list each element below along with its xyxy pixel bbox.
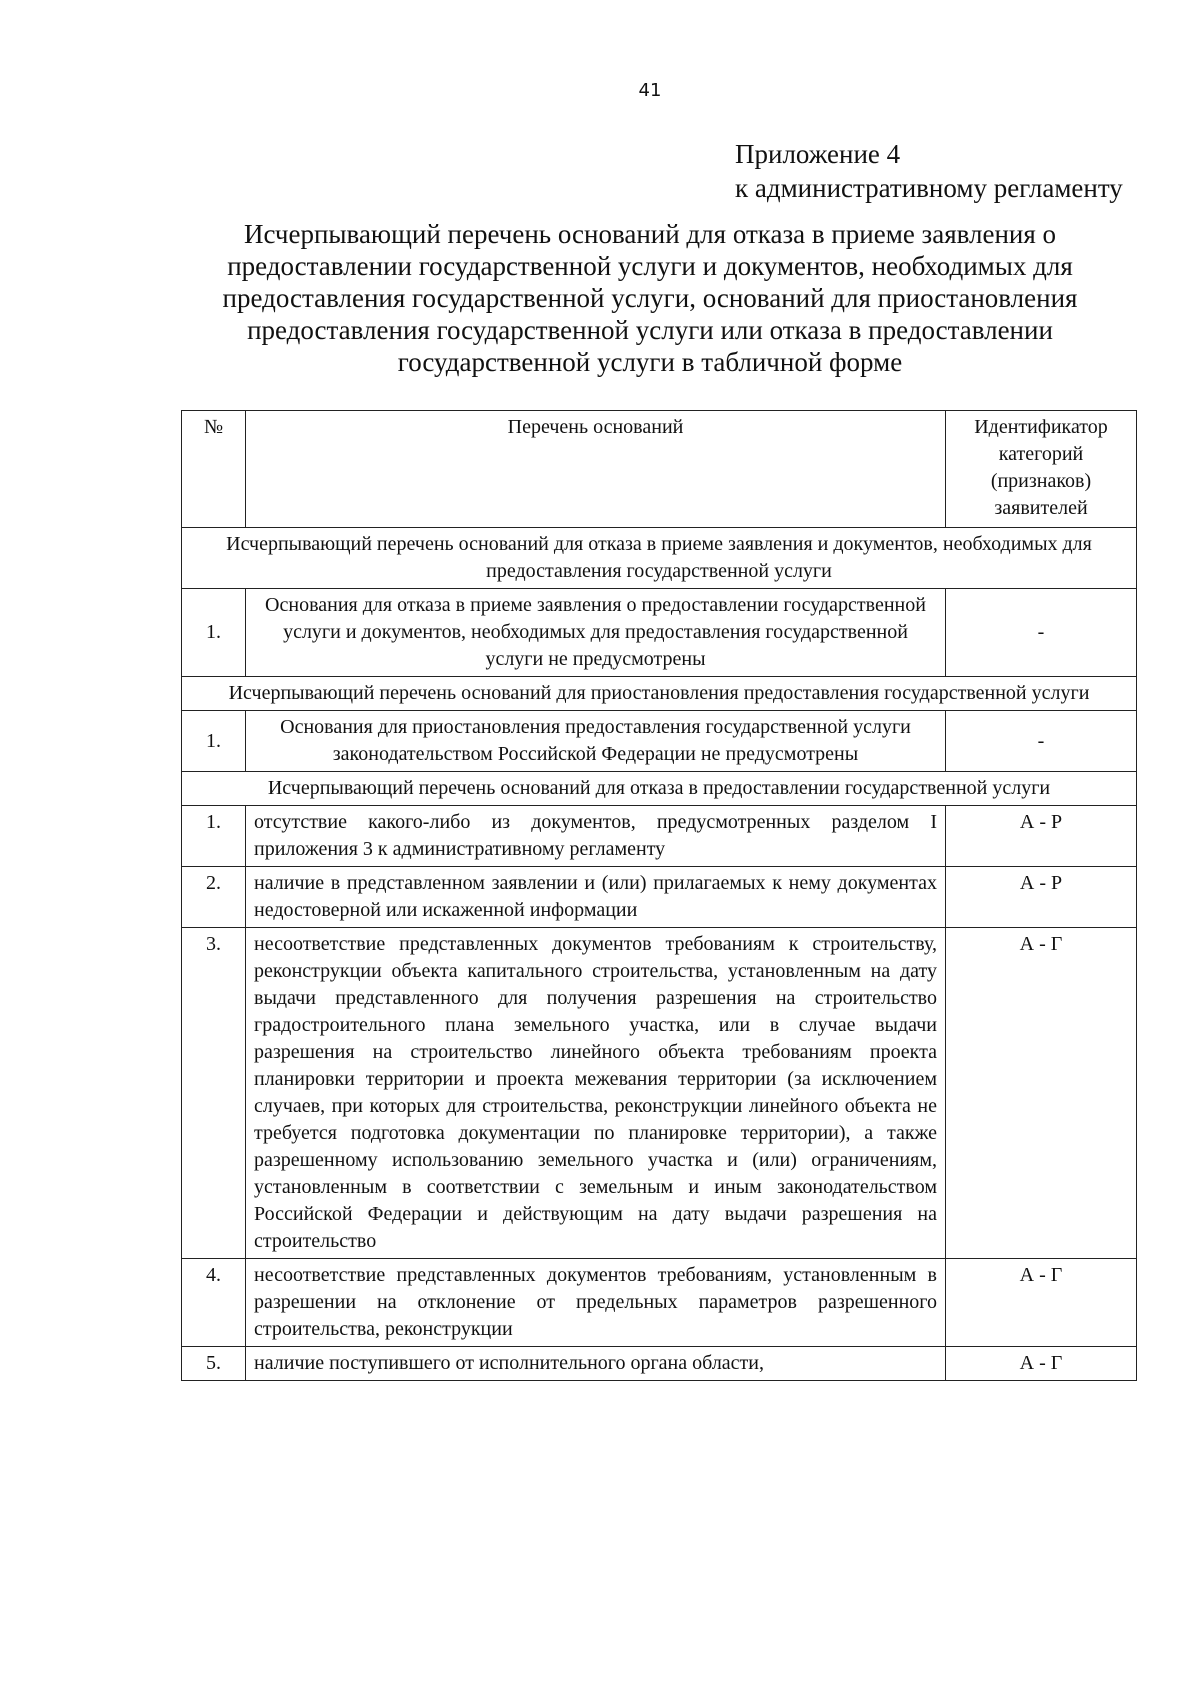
row-num: 2. bbox=[182, 867, 246, 928]
row-num: 3. bbox=[182, 928, 246, 1259]
row-text: Основания для приостановления предоставления государственной услуги законодательством Российской Федерации не предусмотрены bbox=[246, 711, 946, 772]
row-num: 5. bbox=[182, 1347, 246, 1381]
section-title-refusal-acceptance: Исчерпывающий перечень оснований для отказа в приеме заявления и документов, необходимых для предоставления государственной услуги bbox=[182, 528, 1137, 589]
row-identifier: А - Р bbox=[946, 806, 1137, 867]
appendix-line-2: к административному регламенту bbox=[735, 173, 1123, 203]
row-identifier: - bbox=[946, 711, 1137, 772]
row-num: 1. bbox=[182, 806, 246, 867]
row-identifier: А - Р bbox=[946, 867, 1137, 928]
table-row bbox=[182, 589, 1137, 677]
table-row bbox=[182, 1347, 1137, 1381]
table-row bbox=[182, 1259, 1137, 1347]
header-grounds: Перечень оснований bbox=[246, 411, 946, 528]
document-title: Исчерпывающий перечень оснований для отказа в приеме заявления о предоставлении государственной услуги и документов, необходимых для предоставления государственной услуги, оснований для приостановления предоставления государственной услуги или отказа в предоставлении государственной услуги в табличной форме bbox=[222, 219, 1078, 377]
appendix-caption bbox=[735, 137, 1123, 205]
row-identifier: А - Г bbox=[946, 928, 1137, 1259]
table-row bbox=[182, 806, 1137, 867]
row-text: Основания для отказа в приеме заявления о предоставлении государственной услуги и документов, необходимых для предоставления государственной услуги не предусмотрены bbox=[246, 589, 946, 677]
row-text: несоответствие представленных документов требованиям, установленным в разрешении на отклонение от предельных параметров разрешенного строительства, реконструкции bbox=[246, 1259, 946, 1347]
appendix-line-1: Приложение 4 bbox=[735, 139, 901, 169]
row-identifier: А - Г bbox=[946, 1259, 1137, 1347]
row-num: 1. bbox=[182, 711, 246, 772]
section-title-refusal-service: Исчерпывающий перечень оснований для отказа в предоставлении государственной услуги bbox=[182, 772, 1137, 806]
table-header-row bbox=[182, 411, 1137, 528]
header-num: № bbox=[182, 411, 246, 528]
section-row bbox=[182, 772, 1137, 806]
row-text: наличие в представленном заявлении и (или) прилагаемых к нему документах недостоверной или искаженной информации bbox=[246, 867, 946, 928]
header-identifier: Идентификатор категорий (признаков) заявителей bbox=[946, 411, 1137, 528]
row-identifier: - bbox=[946, 589, 1137, 677]
row-identifier: А - Г bbox=[946, 1347, 1137, 1381]
section-row bbox=[182, 677, 1137, 711]
section-title-suspension: Исчерпывающий перечень оснований для приостановления предоставления государственной услуги bbox=[182, 677, 1137, 711]
table-row bbox=[182, 711, 1137, 772]
row-num: 4. bbox=[182, 1259, 246, 1347]
row-num: 1. bbox=[182, 589, 246, 677]
row-text: наличие поступившего от исполнительного органа области, bbox=[246, 1347, 946, 1381]
row-text: отсутствие какого-либо из документов, предусмотренных разделом I приложения 3 к административному регламенту bbox=[246, 806, 946, 867]
table-row bbox=[182, 928, 1137, 1259]
grounds-table bbox=[181, 410, 1137, 1381]
section-row bbox=[182, 528, 1137, 589]
page-number: 41 bbox=[638, 80, 662, 101]
table-row bbox=[182, 867, 1137, 928]
row-text: несоответствие представленных документов требованиям к строительству, реконструкции объекта капитального строительства, установленным на дату выдачи представленного для получения разрешения на строительство градостроительного плана земельного участка, или в случае выдачи разрешения на строительство линейного объекта требованиям проекта планировки территории и проекта межевания территории (за исключением случаев, при которых для строительства, реконструкции линейного объекта не требуется подготовка документации по планировке территории), а также разрешенному использованию земельного участка и (или) ограничениям, установленным в соответствии с земельным и иным законодательством Российской Федерации и действующим на дату выдачи разрешения на строительство bbox=[246, 928, 946, 1259]
